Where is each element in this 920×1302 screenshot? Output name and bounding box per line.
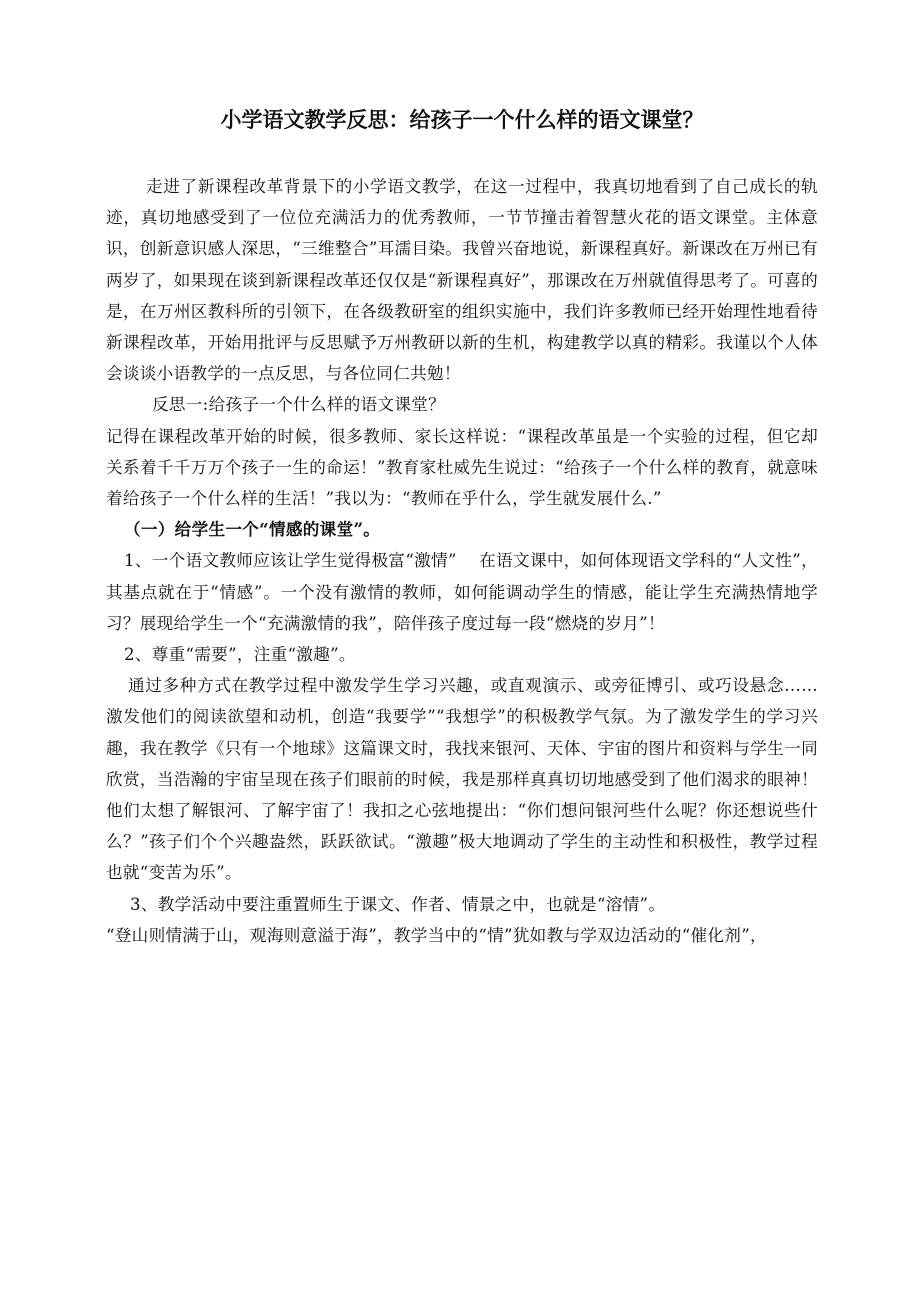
item-paragraph-2: 通过多种方式在教学过程中激发学生学习兴趣，或直观演示、或旁征博引、或巧设悬念……激发他们的阅读欲望和动机，创造“我要学”“我想学”的积极教学气氛。为了激发学生的学习兴趣，我在教学《只有一个地球》这篇课文时，我找来银河、天体、宇宙的图片和资料与学生一同欣赏，当浩瀚的宇宙呈现在孩子们眼前的时候，我是那样真真切切地感受到了他们渴求的眼神！他们太想了解银河、了解宇宙了！我扣之心弦地提出：“你们想问银河些什么呢？你还想说些什么？”孩子们个个兴趣盎然，跃跃欲试。“激趣”极大地调动了学生的主动性和积极性，教学过程也就“变苦为乐”。 [106, 676, 818, 883]
document-title: 小学语文教学反思：给孩子一个什么样的语文课堂？ [220, 107, 704, 132]
item-heading-3: 3、教学活动中要注重置师生于课文、作者、情景之中，也就是“溶情”。 [130, 894, 666, 914]
document-body [106, 171, 818, 951]
item-paragraph-1: 1、一个语文教师应该让学生觉得极富“激情” 在语文课中，如何体现语文学科的“人文性”，其基点就在于“情感”。一个没有激情的教师，如何能调动学生的情感，能让学生充满热情地学习？展现给学生一个“充满激情的我”，陪伴孩子度过每一段“燃烧的岁月”！ [106, 551, 818, 633]
intro-paragraph: 走进了新课程改革背景下的小学语文教学，在这一过程中，我真切地看到了自己成长的轨迹，真切地感受到了一位位充满活力的优秀教师，一节节撞击着智慧火花的语文课堂。主体意识，创新意识感人深思，“三维整合”耳濡目染。我曾兴奋地说，新课程真好。新课改在万州已有两岁了，如果现在谈到新课程改革还仅仅是“新课程真好”，那课改在万州就值得思考了。可喜的是，在万州区教科所的引领下，在各级教研室的组织实施中，我们许多教师已经开始理性地看待新课程改革，开始用批评与反思赋予万州教研以新的生机，构建教学以真的精彩。我谨以个人体会谈谈小语教学的一点反思，与各位同仁共勉！ [106, 177, 818, 384]
section-heading: （一）给学生一个“情感的课堂”。 [124, 519, 381, 540]
quote-paragraph: 记得在课程改革开始的时候，很多教师、家长这样说：“课程改革虽是一个实验的过程，但它却关系着千千万万个孩子一生的命运！”教育家杜威先生说过：“给孩子一个什么样的教育，就意味着给孩子一个什么样的生活！”我以为：“教师在乎什么，学生就发展什么.” [106, 426, 818, 509]
item-paragraph-3: “登山则情满于山，观海则意溢于海”，教学当中的“情”犹如教与学双边活动的“催化剂”， [106, 925, 767, 945]
item-heading-2: 2、尊重“需要”，注重“激趣”。 [124, 645, 356, 665]
reflection-heading: 反思一:给孩子一个什么样的语文课堂？ [152, 395, 446, 415]
